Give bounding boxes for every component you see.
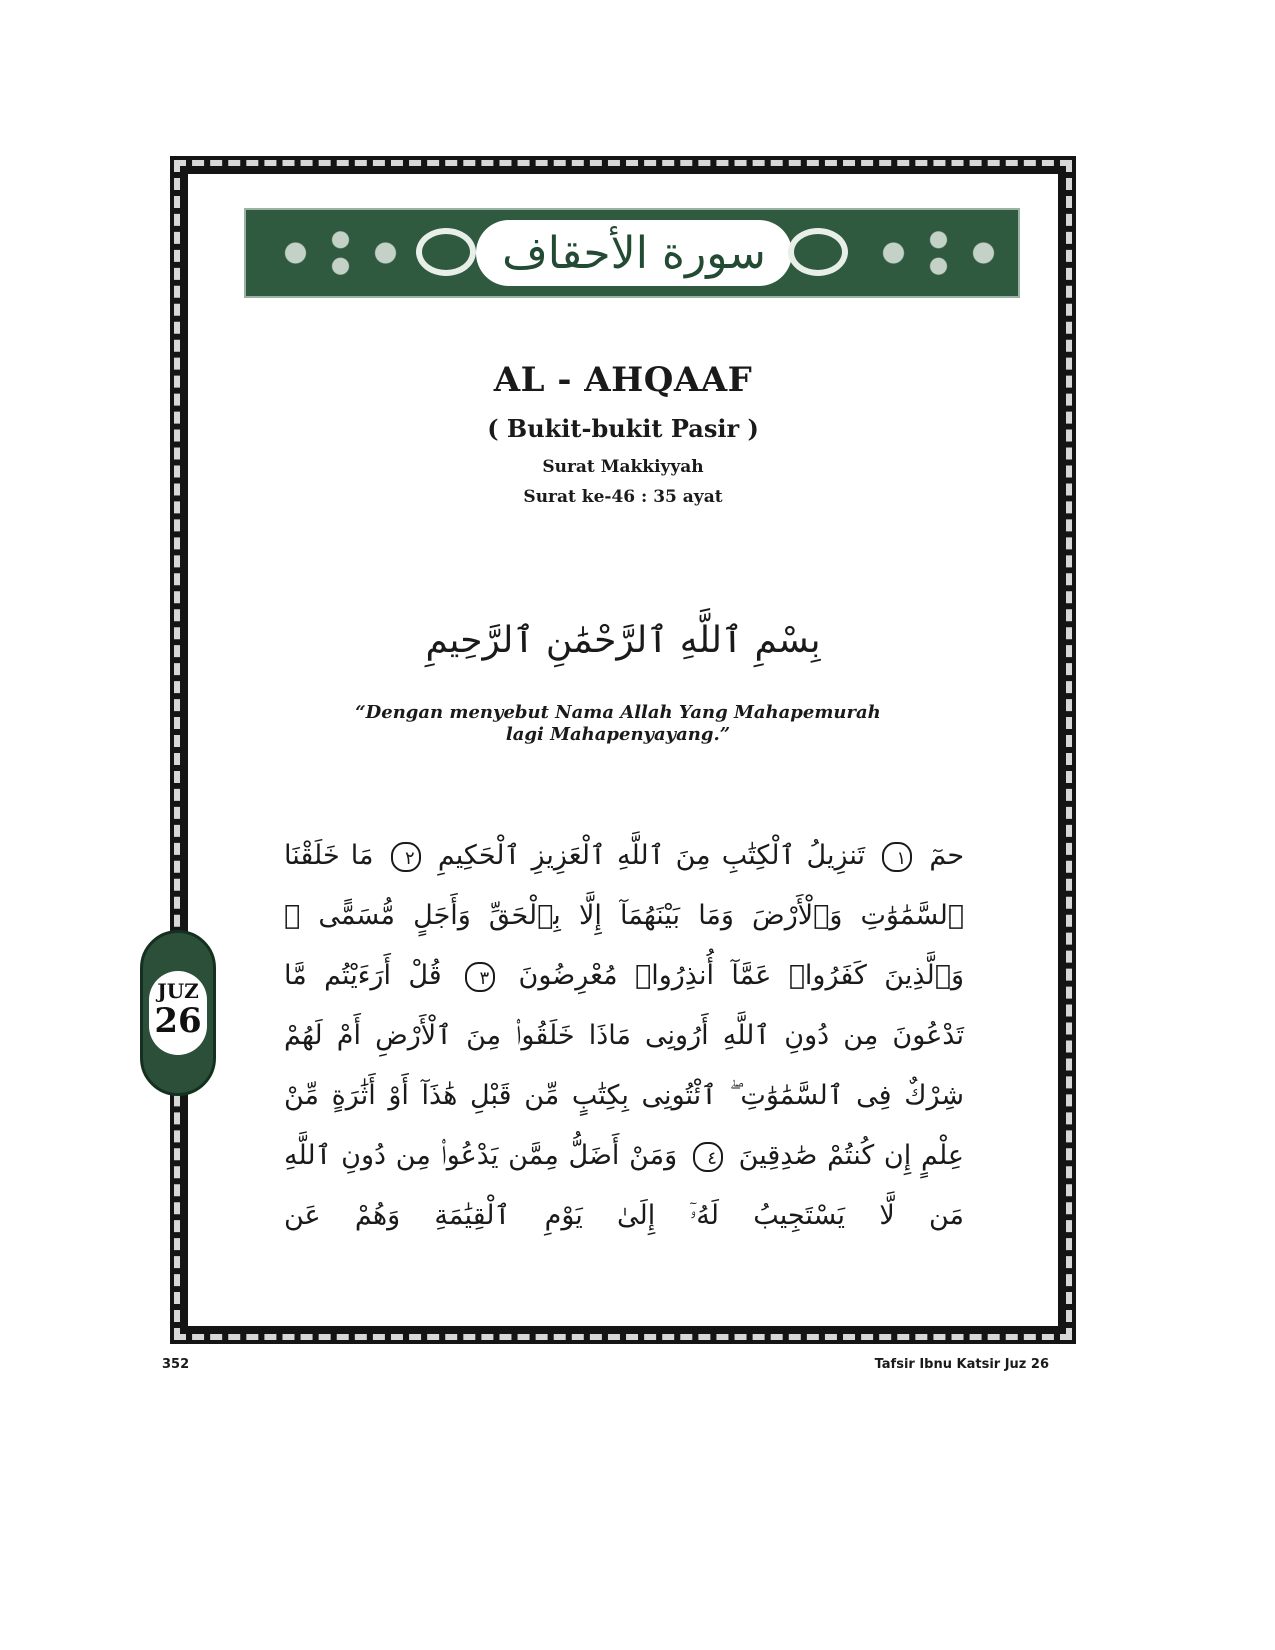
- verse-text: تَنزِيلُ ٱلْكِتَٰبِ مِنَ ٱللَّهِ ٱلْعَزِيزِ ٱلْحَكِيمِ: [437, 840, 866, 871]
- juz-number: 26: [154, 1001, 202, 1041]
- surah-info: Surat ke-46 : 35 ayat: [523, 487, 723, 507]
- verses-block: [284, 826, 964, 1246]
- title-block: [188, 360, 1058, 507]
- surah-subtitle: ( Bukit-bukit Pasir ): [487, 414, 759, 443]
- surah-banner: [244, 208, 1020, 298]
- surah-type: Surat Makkiyyah: [542, 457, 704, 477]
- verse-number-marker: ٣: [465, 962, 495, 992]
- juz-marker: [140, 930, 216, 1096]
- verse-text: قُلْ أَرَءَيْتُم مَّا تَدْعُونَ مِن دُونِ ٱللَّهِ أَرُونِى مَاذَا خَلَقُوا۟ مِنَ ٱلْأَرْضِ أَمْ لَهُمْ شِرْكٌ فِى ٱلسَّمَٰوَٰتِ ۖ ٱئْتُونِى بِكِتَٰبٍ مِّن قَبْلِ هَٰذَآ أَوْ أَثَٰرَةٍ مِّنْ عِلْمٍ إِن كُنتُمْ صَٰدِقِينَ: [284, 960, 964, 1171]
- juz-medal: [149, 971, 207, 1055]
- verse-text: حمٓ: [929, 840, 965, 871]
- ornament-right-icon: [856, 220, 1006, 286]
- basmala-arabic: بِسْمِ ٱللَّهِ ٱلرَّحْمَٰنِ ٱلرَّحِيمِ: [425, 620, 821, 661]
- ornament-left-icon: [258, 220, 408, 286]
- verse-text: وَمَنْ أَضَلُّ مِمَّن يَدْعُوا۟ مِن دُونِ ٱللَّهِ مَن لَّا يَسْتَجِيبُ لَهُۥٓ إِلَىٰ يَوْمِ ٱلْقِيَٰمَةِ وَهُمْ عَن: [284, 1140, 964, 1231]
- page-number: 352: [162, 1357, 190, 1372]
- verse-number-marker: ٤: [693, 1142, 723, 1172]
- surah-title: AL - AHQAAF: [493, 360, 753, 400]
- basmala-translation: “Dengan menyebut Nama Allah Yang Mahapemurah lagi Mahapenyayang.”: [355, 702, 881, 745]
- book-title: Tafsir Ibnu Katsir Juz 26: [874, 1357, 1049, 1372]
- verse-text: مَا خَلَقْنَا ٱلسَّمَٰوَٰتِ وَٱلْأَرْضَ وَمَا بَيْنَهُمَآ إِلَّا بِٱلْحَقِّ وَأَجَلٍ مُّسَمًّى ۚ وَٱلَّذِينَ كَفَرُوا۟ عَمَّآ أُنذِرُوا۟ مُعْرِضُونَ: [284, 840, 964, 991]
- juz-label: JUZ: [157, 979, 199, 1003]
- ring-right-icon: [788, 228, 848, 276]
- surah-arabic-name: سورة الأحقاف: [476, 220, 792, 286]
- verse-number-marker: ١: [882, 842, 912, 872]
- verse-number-marker: ٢: [391, 842, 421, 872]
- ring-left-icon: [416, 228, 476, 276]
- page-frame: [170, 156, 1076, 1344]
